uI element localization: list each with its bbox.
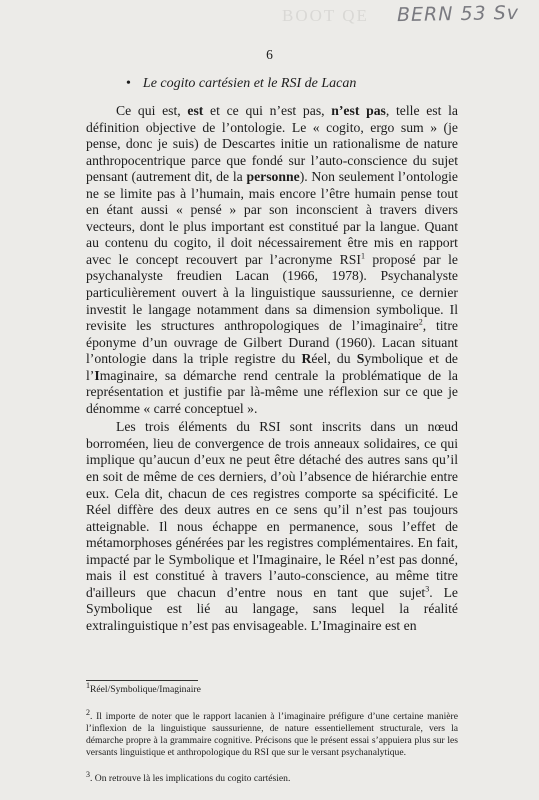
footnote-ref: 2 — [418, 317, 423, 327]
bold-letter: S — [356, 351, 365, 367]
text-run: ). Non seulement l’ontologie ne se limite pas à l’humain, mais encore l’être humain pense tout en étant aussi « pensé » par son inconscient à travers divers vecteurs, dont le plus important est constitué par la langue. Quant au contenu du cogito, il doit nécessairement être mis en rapport avec le concept recouvert par l’acronyme RSI — [86, 169, 459, 267]
paragraph-1 — [86, 103, 458, 417]
handwritten-note: BERN 53 Sv — [396, 1, 520, 27]
text-run: , telle est la définition objective de l’ontologie. Le « cogito, ergo sum » (je pense, donc je suis) de Descartes initie un rationalisme de nature anthropocentrique parce que fondé sur l’auto-conscience du sujet pensant (autrement dit, de la — [86, 103, 458, 185]
footnote-1 — [86, 680, 458, 696]
text-run: maginaire, sa démarche rend centrale la problématique de la représentation et justifie par là-même une réflexion sur ce que je dénomme « carré conceptuel ». — [86, 367, 458, 416]
faint-bleedthrough-mark: BOOT QE — [282, 6, 369, 25]
footnote-ref: 1 — [360, 251, 365, 261]
bullet-icon: • — [126, 76, 131, 91]
footnote-mark: 1 — [86, 680, 90, 690]
bold-term: est — [187, 103, 204, 118]
footnote-ref: 3 — [425, 584, 430, 594]
footnote-3 — [86, 769, 458, 785]
footnote-2 — [86, 707, 458, 759]
text-run: Les trois éléments du RSI sont inscrits dans un nœud borroméen, lieu de convergence de trois anneaux solidaires, ce qui implique qu’aucun d’eux ne peut être détaché des autres sans qu’il en soit de même de ces derniers, d’où l’absence de hiérarchie entre eux. Cela dit, chacun de ces registres comporte sa spécificité. Le Réel diffère des deux autres en ce sens qu’il n’est pas toujours atteignable. Il nous échappe en permanence, sous l’effet de métamorphoses générées par les registres complémentaires. En fait, impacté par le Symbolique et l'Imaginaire, le Réel n’est pas donné, mais il est constitué à travers l’auto-conscience, au même titre d'ailleurs que chacun d’entre nous en tant que sujet — [86, 419, 458, 600]
text-run: ymbolique et de l’ — [86, 351, 458, 383]
footnote-text: . On retrouve là les implications du cogito cartésien. — [90, 773, 291, 784]
footnote-text: Réel/Symbolique/Imaginaire — [90, 684, 201, 695]
bold-letter: R — [301, 351, 312, 367]
text-run: . Le Symbolique est lié au langage, sans lequel la réalité extralinguistique n’est pas envisageable. L’Imaginaire est en — [86, 584, 459, 633]
bold-term: personne — [246, 169, 300, 185]
section-heading — [126, 76, 356, 92]
paragraph-2 — [86, 419, 458, 634]
page-number: 6 — [266, 47, 273, 62]
footnote-mark: 3 — [86, 769, 90, 779]
footnote-text: . Il importe de noter que le rapport lacanien à l’imaginaire préfigure d’une certaine manière l’inflexion de la linguistique saussurienne, de nature essentiellement structurale, vers la démarche propre à la grammaire cognitive. Précisons que le présent essai s’appuiera plus sur les versants linguistique et anthropologique du RSI que sur le versant psychanalytique. — [86, 711, 458, 758]
bold-term: n’est pas — [331, 103, 386, 118]
text-run: éel, du — [311, 351, 357, 367]
section-title: Le cogito cartésien et le RSI de Lacan — [142, 76, 357, 91]
text-run: proposé par le psychanalyste freudien Lacan (1966, 1978). Psychanalyste particulièrement ouvert à la linguistique saussurienne, ce dernier investit le langage notamment dans sa dimension symbolique. Il revisite les structures anthropologiques de l’imaginaire — [86, 251, 458, 334]
text-run: et ce qui n’est pas, — [203, 103, 332, 118]
footnote-mark: 2 — [86, 707, 90, 717]
footnote-separator — [86, 680, 198, 681]
body-text — [86, 103, 458, 635]
text-run: Ce qui est, — [116, 103, 188, 118]
bold-letter: I — [94, 367, 100, 383]
text-run: , titre éponyme d’un ouvrage de Gilbert Durand (1960). Lacan situant l’ontologie dans la triple registre du — [86, 318, 458, 367]
